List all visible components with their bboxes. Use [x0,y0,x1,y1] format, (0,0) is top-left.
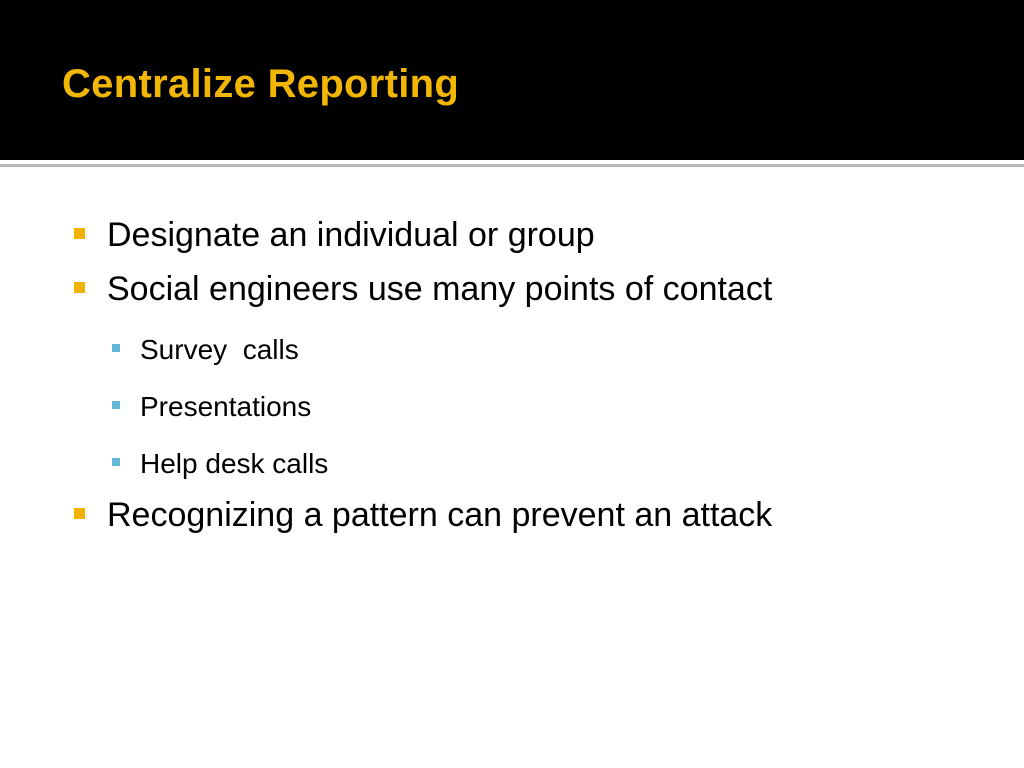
sub-bullet-item [112,448,328,480]
slide-title: Centralize Reporting [62,62,460,106]
sub-bullet-text: Presentations [140,391,312,422]
bullet-item [74,216,595,255]
sub-bullet-item [112,391,311,423]
square-sub-bullet-icon [112,401,120,409]
square-sub-bullet-icon [112,458,120,466]
square-sub-bullet-icon [112,344,120,352]
bullet-text: Recognizing a pattern can prevent an attack [107,496,773,534]
sub-bullet-text: Help desk calls [140,448,329,479]
square-bullet-icon [74,228,85,239]
square-bullet-icon [74,508,85,519]
sub-bullet-item [112,334,299,366]
bullet-text: Designate an individual or group [107,216,595,254]
bullet-item [74,496,772,535]
sub-bullet-text: Survey calls [140,334,299,365]
bullet-text: Social engineers use many points of contact [107,270,773,308]
square-bullet-icon [74,282,85,293]
bullet-item [74,270,772,309]
